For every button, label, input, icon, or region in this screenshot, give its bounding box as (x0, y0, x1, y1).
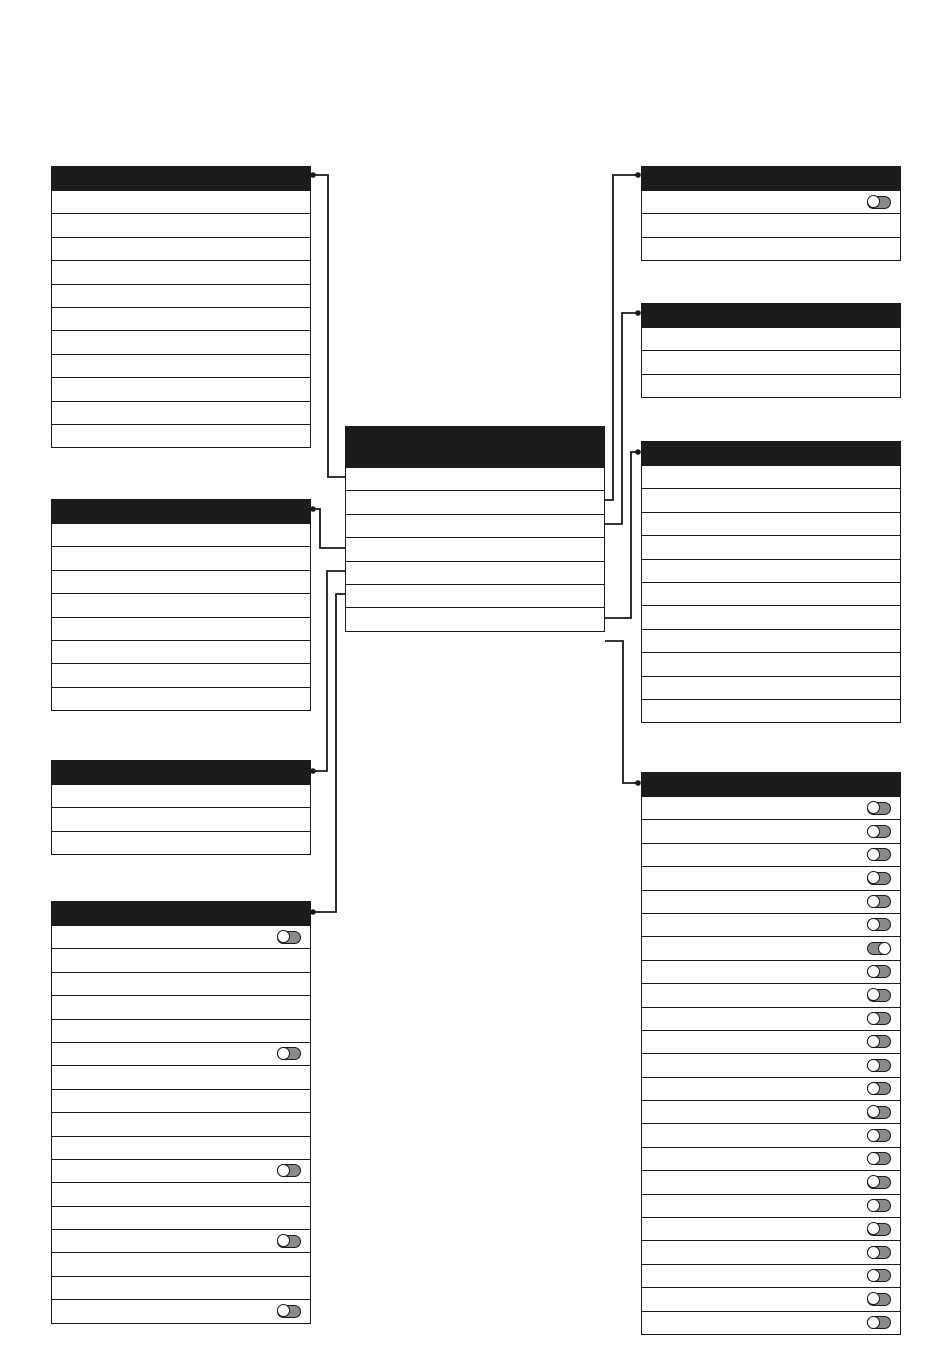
table-row[interactable] (52, 1065, 310, 1088)
toggle-switch[interactable] (867, 1223, 891, 1236)
table-row[interactable] (52, 260, 310, 283)
table-row (642, 913, 900, 936)
connector-right-3 (605, 452, 638, 618)
toggle-knob (867, 871, 880, 884)
toggle-knob (867, 1316, 880, 1329)
connector-dot (310, 909, 316, 915)
table-row[interactable] (52, 190, 310, 213)
table-row[interactable] (52, 284, 310, 307)
table-row[interactable] (52, 948, 310, 971)
table-row[interactable] (642, 676, 900, 699)
table-row (642, 1287, 900, 1310)
table-row[interactable] (346, 561, 604, 584)
table-row[interactable] (346, 514, 604, 537)
toggle-knob (277, 930, 290, 943)
table-row (642, 1240, 900, 1263)
toggle-switch[interactable] (867, 1012, 891, 1025)
connector-dot (635, 172, 641, 178)
table-row[interactable] (52, 1136, 310, 1159)
table-row[interactable] (642, 327, 900, 350)
table-row (642, 843, 900, 866)
toggle-switch[interactable] (867, 872, 891, 885)
table-header (52, 167, 310, 190)
connector-left-2 (313, 509, 345, 548)
toggle-switch[interactable] (867, 1129, 891, 1142)
table-header (642, 167, 900, 190)
table-left-2 (51, 499, 311, 711)
table-row[interactable] (52, 995, 310, 1018)
table-header (642, 773, 900, 796)
toggle-switch[interactable] (867, 825, 891, 838)
table-row[interactable] (642, 465, 900, 488)
table-header (52, 902, 310, 925)
table-row (642, 1147, 900, 1170)
table-row[interactable] (52, 807, 310, 830)
connector-dot (310, 172, 316, 178)
table-row[interactable] (52, 570, 310, 593)
toggle-switch[interactable] (867, 942, 891, 955)
connector-left-4 (313, 594, 345, 912)
connector-dot (310, 768, 316, 774)
toggle-knob (867, 1059, 880, 1072)
toggle-knob (867, 1292, 880, 1305)
connector-dot (635, 310, 641, 316)
table-row[interactable] (642, 535, 900, 558)
table-row[interactable] (52, 1182, 310, 1205)
table-row[interactable] (52, 354, 310, 377)
table-row[interactable] (52, 213, 310, 236)
toggle-knob (867, 1222, 880, 1235)
table-left-1 (51, 166, 311, 448)
table-row[interactable] (642, 512, 900, 535)
table-row[interactable] (52, 523, 310, 546)
table-row[interactable] (642, 699, 900, 722)
toggle-switch[interactable] (867, 1269, 891, 1282)
table-left-3 (51, 760, 311, 855)
table-header (346, 427, 604, 467)
table-row (642, 1194, 900, 1217)
table-row (642, 819, 900, 842)
toggle-knob (867, 1035, 880, 1048)
toggle-switch[interactable] (867, 918, 891, 931)
table-row (52, 1042, 310, 1065)
table-row[interactable] (642, 213, 900, 236)
table-row[interactable] (52, 1206, 310, 1229)
table-row (642, 796, 900, 819)
toggle-switch[interactable] (867, 989, 891, 1002)
table-row (642, 1053, 900, 1076)
table-right-2 (641, 303, 901, 398)
table-row (642, 936, 900, 959)
toggle-switch[interactable] (277, 1047, 301, 1060)
table-row[interactable] (52, 593, 310, 616)
table-row (642, 866, 900, 889)
table-row[interactable] (52, 784, 310, 807)
connector-left-3 (313, 571, 345, 771)
table-row (642, 1077, 900, 1100)
table-row[interactable] (642, 559, 900, 582)
table-row[interactable] (52, 831, 310, 854)
table-row (642, 1007, 900, 1030)
table-row (52, 1299, 310, 1322)
table-row[interactable] (642, 605, 900, 628)
connector-right-2 (605, 313, 638, 524)
table-row[interactable] (52, 687, 310, 710)
table-row[interactable] (52, 972, 310, 995)
table-row[interactable] (642, 652, 900, 675)
toggle-switch[interactable] (277, 1235, 301, 1248)
table-header (642, 304, 900, 327)
table-row (52, 1229, 310, 1252)
table-row[interactable] (52, 640, 310, 663)
table-row (52, 1159, 310, 1182)
toggle-switch[interactable] (867, 802, 891, 815)
toggle-knob (867, 1152, 880, 1165)
toggle-switch[interactable] (867, 1246, 891, 1259)
toggle-knob (867, 1269, 880, 1282)
central-table (345, 426, 605, 632)
table-row (642, 1311, 900, 1334)
table-row[interactable] (52, 617, 310, 640)
connector-right-1 (605, 175, 638, 500)
toggle-knob (867, 918, 880, 931)
table-row[interactable] (642, 237, 900, 260)
table-right-1 (641, 166, 901, 261)
toggle-knob (867, 1246, 880, 1259)
toggle-switch[interactable] (867, 1059, 891, 1072)
table-row (642, 1100, 900, 1123)
table-row (642, 1123, 900, 1146)
table-header (52, 761, 310, 784)
table-row[interactable] (52, 307, 310, 330)
toggle-knob (867, 1199, 880, 1212)
toggle-switch[interactable] (867, 1035, 891, 1048)
toggle-knob (277, 1164, 290, 1177)
toggle-knob (867, 988, 880, 1001)
table-row[interactable] (642, 629, 900, 652)
toggle-knob (867, 1082, 880, 1095)
table-row[interactable] (52, 1252, 310, 1275)
connector-dot (310, 506, 316, 512)
toggle-switch[interactable] (867, 965, 891, 978)
table-row (642, 1264, 900, 1287)
table-row[interactable] (52, 401, 310, 424)
table-row[interactable] (52, 330, 310, 353)
table-row (642, 190, 900, 213)
table-row[interactable] (52, 377, 310, 400)
toggle-knob (867, 801, 880, 814)
toggle-knob (867, 965, 880, 978)
toggle-switch[interactable] (277, 1305, 301, 1318)
toggle-switch[interactable] (867, 1316, 891, 1329)
table-left-4 (51, 901, 311, 1324)
toggle-switch[interactable] (277, 1164, 301, 1177)
toggle-knob (277, 1047, 290, 1060)
table-row (642, 890, 900, 913)
toggle-switch[interactable] (867, 1293, 891, 1306)
table-row (52, 925, 310, 948)
table-header (642, 442, 900, 465)
table-row (642, 1217, 900, 1240)
toggle-knob (867, 1012, 880, 1025)
table-row (642, 983, 900, 1006)
toggle-knob (867, 895, 880, 908)
connector-dot (635, 449, 641, 455)
toggle-switch[interactable] (277, 931, 301, 944)
toggle-switch[interactable] (867, 1199, 891, 1212)
connector-dot (635, 780, 641, 786)
table-row[interactable] (52, 1089, 310, 1112)
toggle-knob (867, 848, 880, 861)
table-row (642, 1030, 900, 1053)
table-row[interactable] (52, 1276, 310, 1299)
table-row[interactable] (52, 1112, 310, 1135)
toggle-knob (867, 1175, 880, 1188)
toggle-switch[interactable] (867, 1082, 891, 1095)
toggle-switch[interactable] (867, 1176, 891, 1189)
toggle-switch[interactable] (867, 196, 891, 209)
toggle-knob (867, 195, 880, 208)
table-row[interactable] (52, 1019, 310, 1042)
toggle-switch[interactable] (867, 895, 891, 908)
toggle-knob (277, 1304, 290, 1317)
connector-left-1 (313, 175, 345, 477)
table-row[interactable] (346, 584, 604, 607)
toggle-knob (277, 1234, 290, 1247)
toggle-knob (878, 942, 891, 955)
table-row[interactable] (52, 546, 310, 569)
toggle-knob (867, 1129, 880, 1142)
table-row[interactable] (52, 237, 310, 260)
table-row[interactable] (346, 490, 604, 513)
table-row[interactable] (642, 374, 900, 397)
table-row[interactable] (642, 582, 900, 605)
table-right-3 (641, 441, 901, 723)
table-row[interactable] (346, 537, 604, 560)
table-header (52, 500, 310, 523)
connector-right-4 (605, 641, 638, 783)
table-row (642, 960, 900, 983)
table-row[interactable] (52, 424, 310, 447)
table-row[interactable] (642, 350, 900, 373)
table-row[interactable] (642, 488, 900, 511)
toggle-knob (867, 1105, 880, 1118)
toggle-switch[interactable] (867, 1152, 891, 1165)
table-row[interactable] (346, 467, 604, 490)
table-row (642, 1170, 900, 1193)
table-row[interactable] (52, 663, 310, 686)
toggle-knob (867, 825, 880, 838)
table-right-4 (641, 772, 901, 1335)
table-row[interactable] (346, 607, 604, 630)
toggle-switch[interactable] (867, 1106, 891, 1119)
toggle-switch[interactable] (867, 848, 891, 861)
